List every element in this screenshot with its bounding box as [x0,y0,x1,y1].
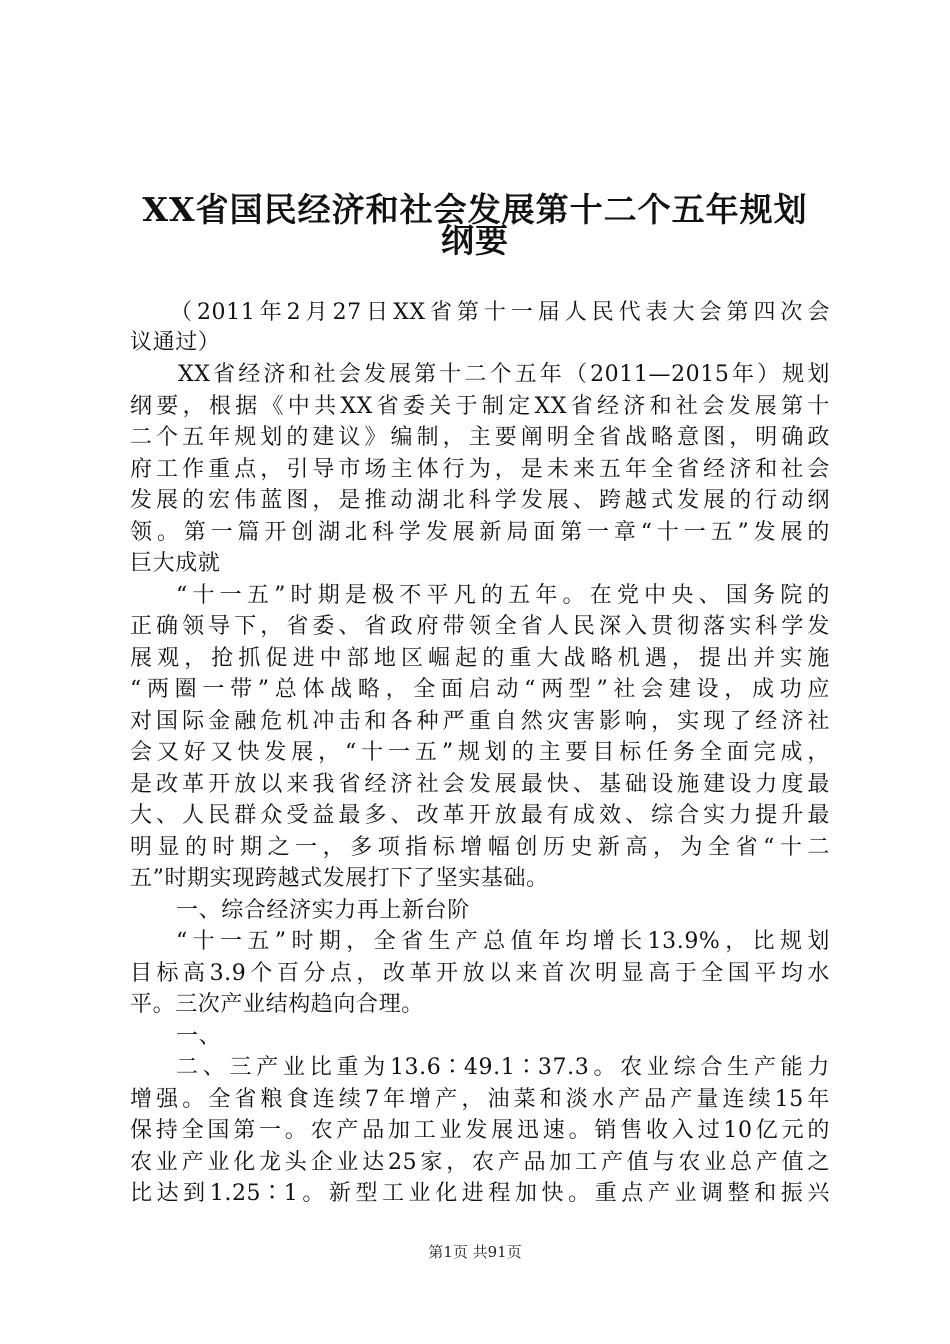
body-text-line: 大、人民群众受益最多、改革开放最有成效、综合实力提升最 [130,803,830,828]
document-title: XX省国民经济和社会发展第十二个五年规划 [142,190,808,229]
body-text-line: 二、三产业比重为13.6∶49.1∶37.3。农业综合生产能力 [176,1055,830,1080]
body-text-line: “两圈一带”总体战略，全面启动“两型”社会建设，成功应 [130,677,830,702]
body-text-line: 正确领导下，省委、省政府带领全省人民深入贯彻落实科学发 [130,614,830,639]
body-text-line: 农业产业化龙头企业达25家，农产品加工产值与农业总产值之 [130,1150,830,1175]
body-text-line: 明显的时期之一，多项指标增幅创历史新高，为全省“十二 [130,835,830,860]
page-number-footer: 第1页 共91页 [428,1243,522,1261]
adoption-note-line: 议通过） [130,330,221,355]
body-text-line: “十一五”时期，全省生产总值年均增长13.9%，比规划 [176,929,830,954]
body-text-line: 一、 [176,1024,222,1049]
body-text-line: 目标高3.9个百分点，改革开放以来首次明显高于全国平均水 [130,961,830,986]
adoption-note-line: （2011年2月27日XX省第十一届人民代表大会第四次会 [170,300,830,325]
body-text-line: 增强。全省粮食连续7年增产，油菜和淡水产品产量连续15年 [130,1087,830,1112]
body-text-line: 会又好又快发展，“十一五”规划的主要目标任务全面完成， [130,740,830,765]
body-text-line: XX省经济和社会发展第十二个五年（2011—2015年）规划 [178,362,830,387]
body-text-line: 对国际金融危机冲击和各种严重自然灾害影响，实现了经济社 [130,709,830,734]
body-text-line: 比达到1.25∶1。新型工业化进程加快。重点产业调整和振兴 [130,1181,830,1206]
body-text-line: 纲要，根据《中共XX省委关于制定XX省经济和社会发展第十 [130,394,830,419]
body-text-line: 是改革开放以来我省经济社会发展最快、基础设施建设力度最 [130,772,830,797]
body-text-line: 领。第一篇开创湖北科学发展新局面第一章“十一五”发展的 [130,520,830,545]
body-text-line: 保持全国第一。农产品加工业发展迅速。销售收入过10亿元的 [130,1118,830,1143]
body-text-line: 展观，抢抓促进中部地区崛起的重大战略机遇，提出并实施 [130,646,830,671]
section-heading: 一、综合经济实力再上新台阶 [176,898,470,923]
document-title-continued: 纲要 [441,221,509,260]
body-text-line: 平。三次产业结构趋向合理。 [130,992,424,1017]
body-text-line: 发展的宏伟蓝图，是推动湖北科学发展、跨越式发展的行动纲 [130,488,830,513]
body-text-line: 二个五年规划的建议》编制，主要阐明全省战略意图，明确政 [130,425,830,450]
body-text-line: “十一五”时期是极不平凡的五年。在党中央、国务院的 [176,583,830,608]
body-text-line: 五”时期实现跨越式发展打下了坚实基础。 [130,866,549,891]
body-text-line: 府工作重点，引导市场主体行为，是未来五年全省经济和社会 [130,457,830,482]
body-text-line: 巨大成就 [130,551,221,576]
